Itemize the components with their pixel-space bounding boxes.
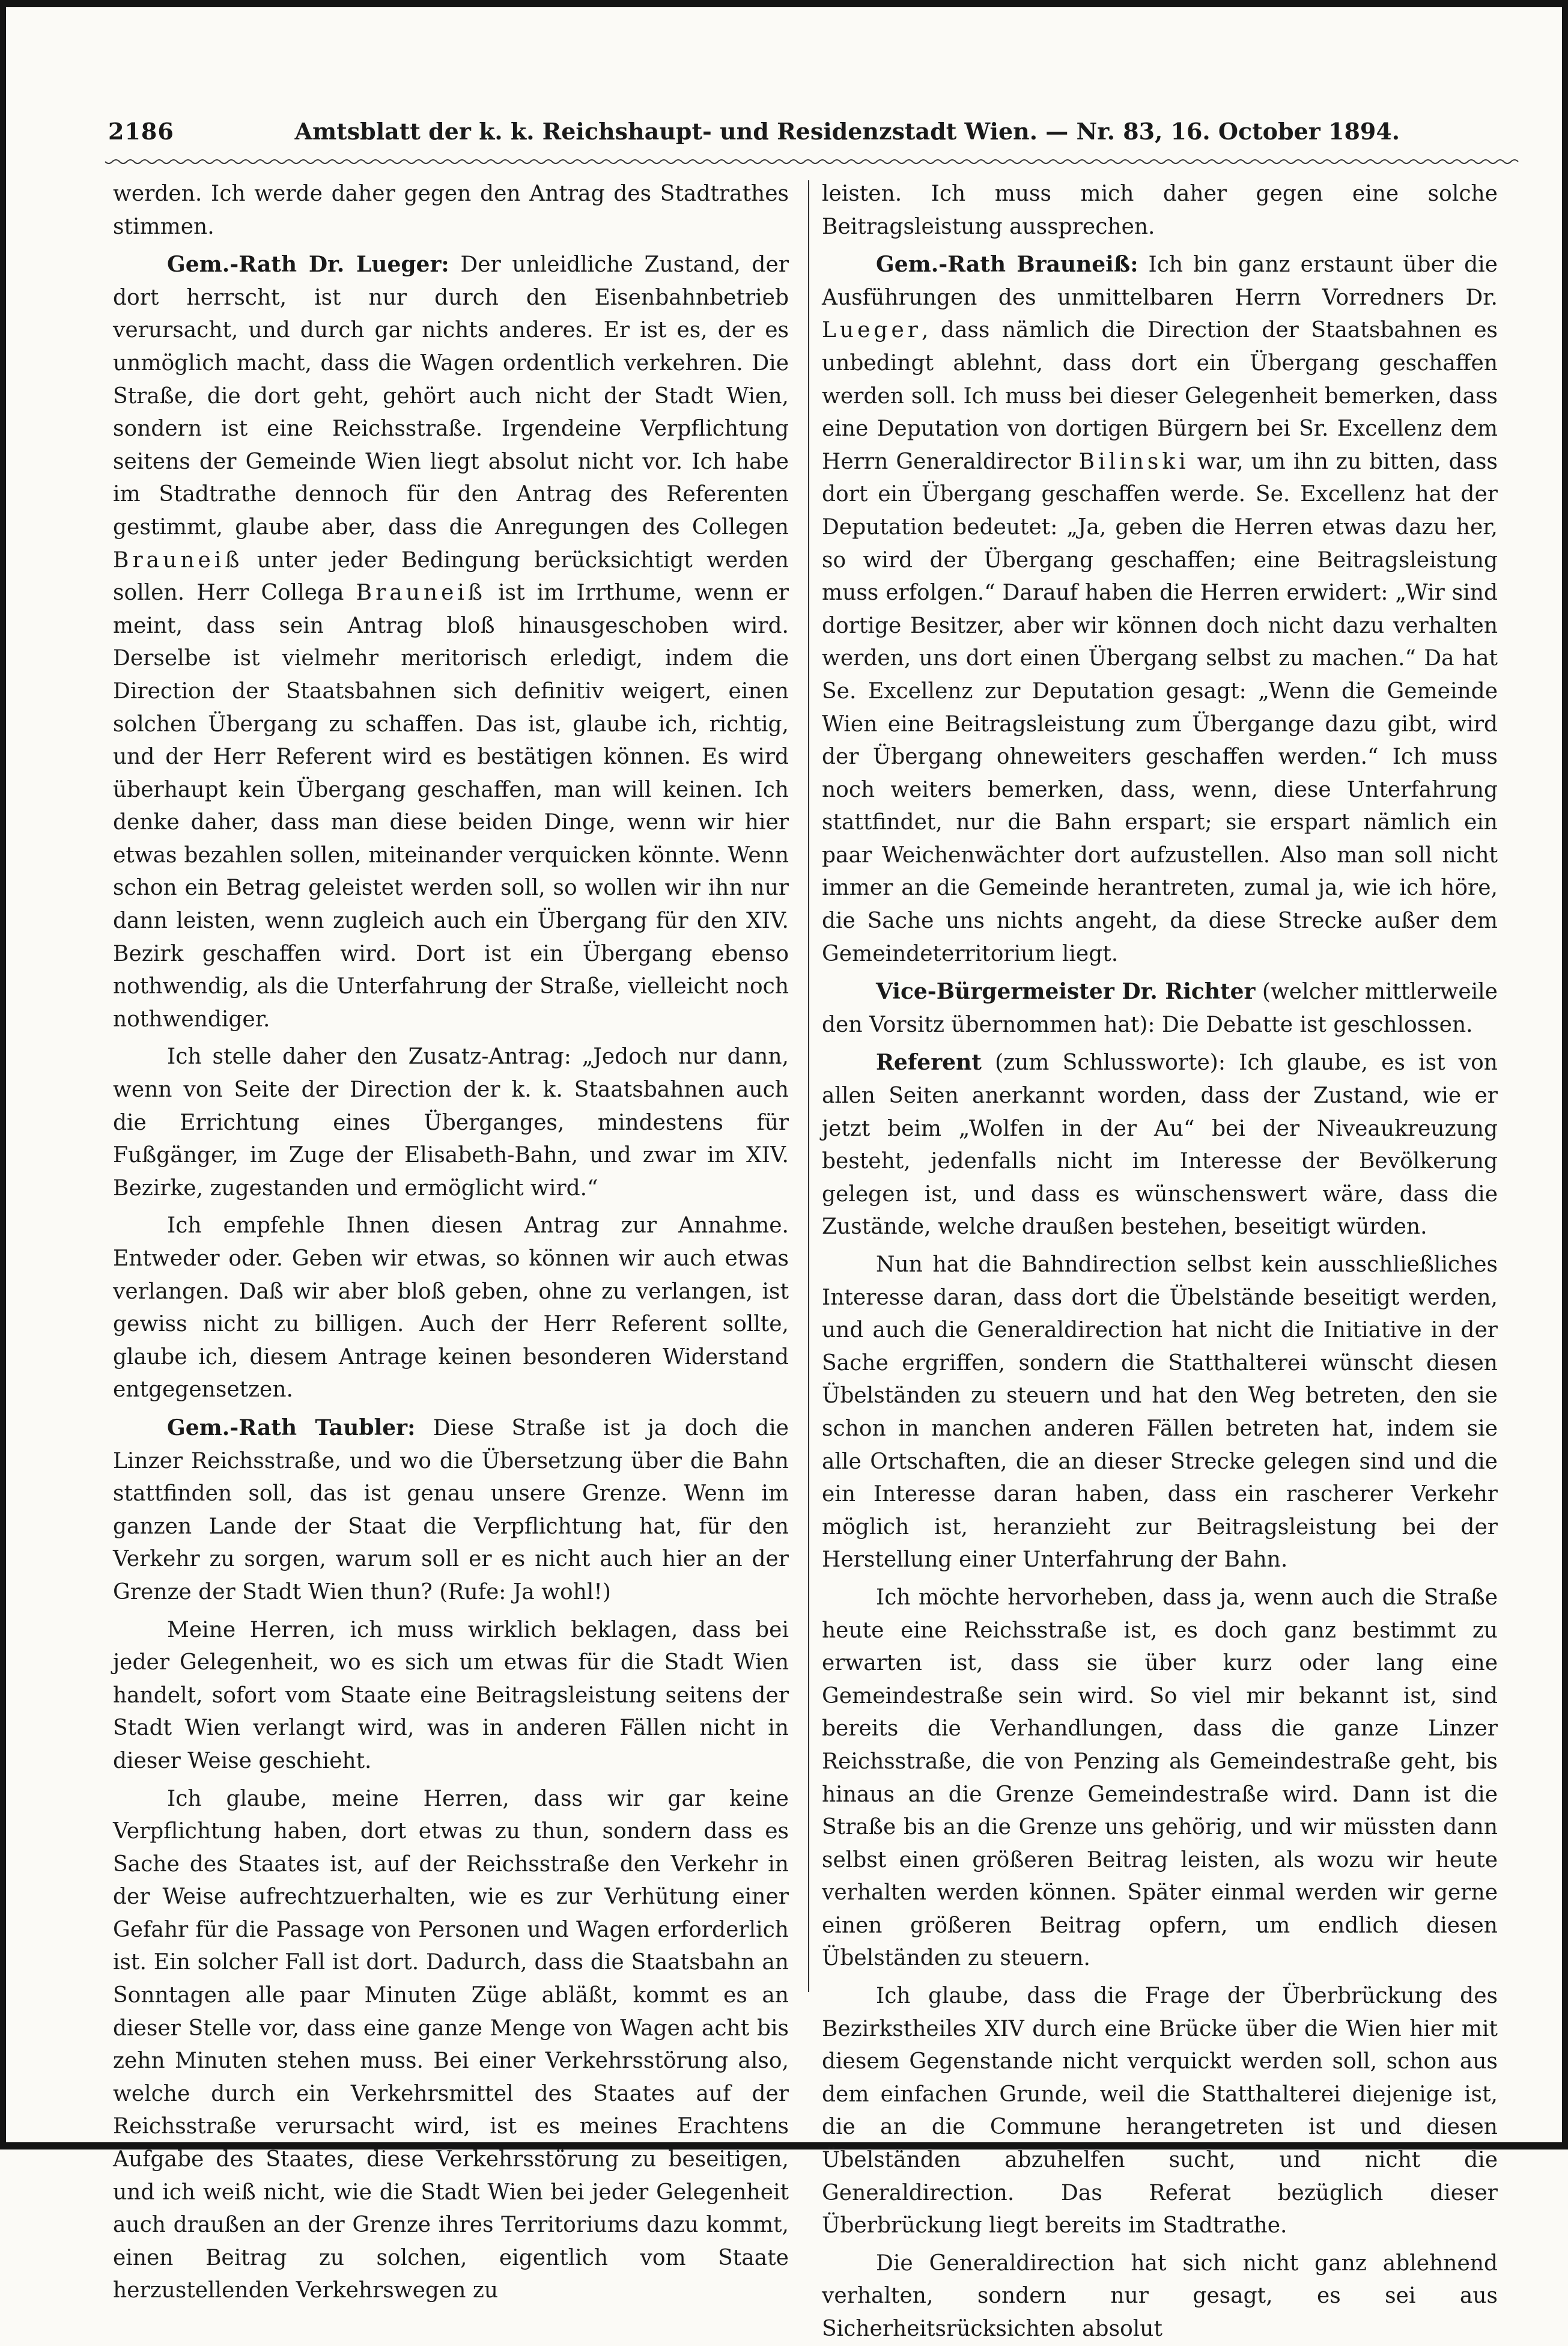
paragraph-text: (welcher mittlerweile den Vorsitz übernommen hat): Die Debatte ist geschlossen. — [822, 980, 1498, 1037]
page-border-right — [1562, 0, 1568, 2149]
paragraph-text: Meine Herren, ich muss wirklich beklagen, dass bei jeder Gelegenheit, wo es sich um etwas für die Stadt Wien handelt, sofort vom Staate eine Beitragsleistung seitens der Stadt Wien verlangt wird, was in anderen Fällen nicht in dieser Weise geschieht. — [113, 1617, 789, 1773]
paragraph-text: , dass nämlich die Direction der Staatsbahnen es unbedingt ablehnt, dass dort ein Übergang geschaffen werden soll. Ich muss bei dieser Gelegenheit bemerken, dass eine Deputation von dortigen Bürgern bei Sr. Excellenz dem Herrn Generaldirector — [822, 318, 1498, 474]
paragraph — [822, 1582, 1498, 1975]
paragraph — [113, 178, 789, 243]
speaker-name: Gem.-Rath Brauneiß: — [876, 252, 1138, 278]
paragraph — [822, 248, 1498, 970]
page-border-top — [0, 0, 1568, 7]
paragraph-text: Diese Straße ist ja doch die Linzer Reichsstraße, und wo die Übersetzung über die Bahn stattfinden soll, das ist genau unsere Grenze. Wenn im ganzen Lande der Staat die Verpflichtung hat, für den Verkehr zu sorgen, warum soll er es nicht auch hier an der Grenze der Stadt Wien thun? (Rufe: Ja wohl!) — [113, 1415, 789, 1604]
spaced-name: Lueger — [822, 318, 922, 343]
page-header — [108, 118, 1400, 154]
spaced-name: Bilinski — [1078, 449, 1190, 474]
paragraph-text: Ich stelle daher den Zusatz-Antrag: „Jedoch nur dann, wenn von Seite der Direction der k. k. Staatsbahnen auch die Errichtung eines Überganges, mindestens für Fußgänger, im Zuge der Elisabeth-Bahn, und zwar im XIV. Bezirke, zugestanden und ermöglicht wird.“ — [113, 1044, 789, 1201]
paragraph-text: werden. Ich werde daher gegen den Antrag des Stadtrathes stimmen. — [113, 181, 789, 239]
paragraph — [113, 1210, 789, 1407]
paragraph-text: war, um ihn zu bitten, dass dort ein Übergang geschaffen werde. Se. Excellenz hat der Deputation bedeutet: „Ja, geben die Herren etwas dazu her, so wird der Übergang geschaffen; eine Beitragsleistung muss erfolgen.“ Darauf haben die Herren erwidert: „Wir sind dortige Besitzer, aber wir können doch nicht dazu verhalten werden, uns dort einen Übergang selbst zu machen.“ Da hat Se. Excellenz zur Deputation gesagt: „Wenn die Gemeinde Wien eine Beitragsleistung zum Übergange dazu gibt, wird der Übergang ohneweiters geschaffen werden.“ Ich muss noch weiters bemerken, dass, wenn, diese Unterfahrung stattfindet, nur die Bahn erspart; sie erspart nämlich ein paar Weichenwächter dort aufzustellen. Also man soll nicht immer an die Gemeinde herantreten, zumal ja, wie ich höre, die Sache uns nichts angeht, da diese Strecke außer dem Gemeindeterritorium liegt. — [822, 449, 1498, 966]
paragraph-text: unter jeder Bedingung berücksichtigt werden sollen. Herr Collega — [113, 547, 789, 606]
header-wavy-rule — [105, 157, 1514, 166]
speaker-name: Vice-Bürgermeister Dr. Richter — [876, 979, 1256, 1005]
right-column — [822, 178, 1498, 2341]
paragraph-text: Der unleidliche Zustand, der dort herrscht, ist nur durch den Eisenbahnbetrieb verursacht, und durch gar nichts anderes. Er ist es, der es unmöglich macht, dass die Wagen ordentlich verkehren. Die Straße, die dort geht, gehört auch nicht der Stadt Wien, sondern ist eine Reichsstraße. Irgendeine Verpflichtung seitens der Gemeinde Wien liegt absolut nicht vor. Ich habe im Stadtrathe dennoch für den Antrag des Referenten gestimmt, glaube aber, dass die Anregungen des Collegen — [113, 252, 789, 540]
spaced-name: Brauneiß — [113, 547, 243, 573]
speaker-name: Gem.-Rath Dr. Lueger: — [167, 252, 449, 278]
paragraph-text: Ich möchte hervorheben, dass ja, wenn auch die Straße heute eine Reichsstraße ist, es doch ganz bestimmt zu erwarten ist, dass sie über kurz oder lang eine Gemeindestraße sein wird. So viel mir bekannt ist, sind bereits die Verhandlungen, dass die ganze Linzer Reichsstraße, die von Penzing als Gemeindestraße geht, bis hinaus an die Grenze Gemeindestraße wird. Dann ist die Straße bis an die Grenze uns gehörig, und wir müssten dann selbst einen größeren Beitrag leisten, als wozu wir heute verhalten werden können. Später einmal werden wir gerne einen größeren Beitrag opfern, um endlich diesen Übelständen zu steuern. — [822, 1585, 1498, 1971]
paragraph — [113, 1412, 789, 1609]
paragraph — [113, 248, 789, 1036]
paragraph-text: ist im Irrthume, wenn er meint, dass sein Antrag bloß hinausgeschoben wird. Derselbe ist vielmehr meritorisch erledigt, indem die Direction der Staatsbahnen sich definitiv weigert, einen solchen Übergang zu schaffen. Das ist, glaube ich, richtig, und der Herr Referent wird es bestätigen können. Es wird überhaupt kein Übergang geschaffen, man will keinen. Ich denke daher, dass man diese beiden Dinge, wenn wir hier etwas bezahlen sollen, miteinander verquicken könnte. Wenn schon ein Betrag geleistet werden soll, so wollen wir ihn nur dann leisten, wenn zugleich auch ein Übergang für den XIV. Bezirk geschaffen wird. Dort ist ein Übergang ebenso nothwendig, als die Unterfahrung der Straße, vielleicht noch nothwendiger. — [113, 580, 789, 1032]
paragraph — [822, 1980, 1498, 2243]
paragraph-text: Ich bin ganz erstaunt über die Ausführungen des unmittelbaren Herrn Vorredners Dr. — [822, 252, 1498, 310]
paragraph-text: leisten. Ich muss mich daher gegen eine solche Beitragsleistung aussprechen. — [822, 181, 1498, 239]
paragraph — [822, 975, 1498, 1041]
paragraph — [822, 178, 1498, 243]
paragraph-text: Nun hat die Bahndirection selbst kein ausschließliches Interesse daran, dass dort die Übelstände beseitigt werden, und auch die Generaldirection hat nicht die Initiative in der Sache ergriffen, sondern die Statthalterei wünscht diesen Übelständen zu steuern und hat den Weg betreten, den sie schon in manchen anderen Fällen betreten hat, indem sie alle Ortschaften, die an dieser Strecke gelegen sind und die ein Interesse daran haben, dass ein rascherer Verkehr möglich ist, heranzieht zur Beitragsleistung bei der Herstellung einer Unterfahrung der Bahn. — [822, 1252, 1498, 1573]
running-title: Amtsblatt der k. k. Reichshaupt- und Residenzstadt Wien. — Nr. 83, 16. October 1894. — [294, 118, 1400, 145]
paragraph — [822, 1046, 1498, 1244]
paragraph-text: Ich glaube, dass die Frage der Überbrückung des Bezirkstheiles XIV durch eine Brücke über die Wien hier mit diesem Gegenstande nicht verquickt werden soll, schon aus dem einfachen Grunde, weil die Statthalterei diejenige ist, die an die Commune herangetreten ist und diesen Übelständen abzuhelfen sucht, und nicht die Generaldirection. Das Referat bezüglich dieser Überbrückung liegt bereits im Stadtrathe. — [822, 1984, 1498, 2238]
spaced-name: Brauneiß — [356, 580, 486, 606]
paragraph — [822, 1249, 1498, 1577]
paragraph-text: Ich empfehle Ihnen diesen Antrag zur Annahme. Entweder oder. Geben wir etwas, so können wir auch etwas verlangen. Daß wir aber bloß geben, ohne zu verlangen, ist gewiss nicht zu billigen. Auch der Herr Referent sollte, glaube ich, diesem Antrage keinen besonderen Widerstand entgegensetzen. — [113, 1213, 789, 1403]
paragraph — [113, 1041, 789, 1205]
paragraph-text: Ich glaube, meine Herren, dass wir gar keine Verpflichtung haben, dort etwas zu thun, sondern dass es Sache des Staates ist, auf der Reichsstraße den Verkehr in der Weise aufrechtzuerhalten, wie es zur Verhütung einer Gefahr für die Passage von Personen und Wagen erforderlich ist. Ein solcher Fall ist dort. Dadurch, dass die Staatsbahn an Sonntagen alle paar Minuten Züge abläßt, kommt es an dieser Stelle vor, dass eine ganze Menge von Wagen acht bis zehn Minuten stehen muss. Bei einer Verkehrsstörung also, welche durch ein Verkehrsmittel des Staates auf der Reichsstraße verursacht wird, ist es meines Erachtens Aufgabe des Staates, diese Verkehrsstörung zu beseitigen, und ich weiß nicht, wie die Stadt Wien bei jeder Gelegenheit auch draußen an der Grenze ihres Territoriums dazu kommt, einen Beitrag zu solchen, eigentlich vom Staate herzustellenden Verkehrswegen zu — [113, 1786, 789, 2303]
speaker-name: Gem.-Rath Taubler: — [167, 1415, 416, 1440]
speaker-name: Referent — [876, 1050, 982, 1076]
paragraph — [113, 1783, 789, 2308]
paragraph-text: (zum Schlussworte): Ich glaube, es ist von allen Seiten anerkannt worden, dass der Zustand, wie er jetzt beim „Wolfen in der Au“ bei der Niveaukreuzung besteht, jedenfalls nicht im Interesse der Bevölkerung gelegen ist, und dass es wünschenswert wäre, dass die Zustände, welche draußen bestehen, beseitigt würden. — [822, 1050, 1498, 1240]
paragraph-text: Die Generaldirection hat sich nicht ganz ablehnend verhalten, sondern nur gesagt, es sei aus Sicherheitsrücksichten absolut — [822, 2250, 1498, 2341]
left-column — [113, 178, 789, 2303]
paragraph — [113, 1614, 789, 1778]
paragraph — [822, 2247, 1498, 2346]
page-number: 2186 — [108, 118, 174, 145]
page-border-left — [0, 0, 6, 2149]
column-divider — [808, 180, 809, 1992]
